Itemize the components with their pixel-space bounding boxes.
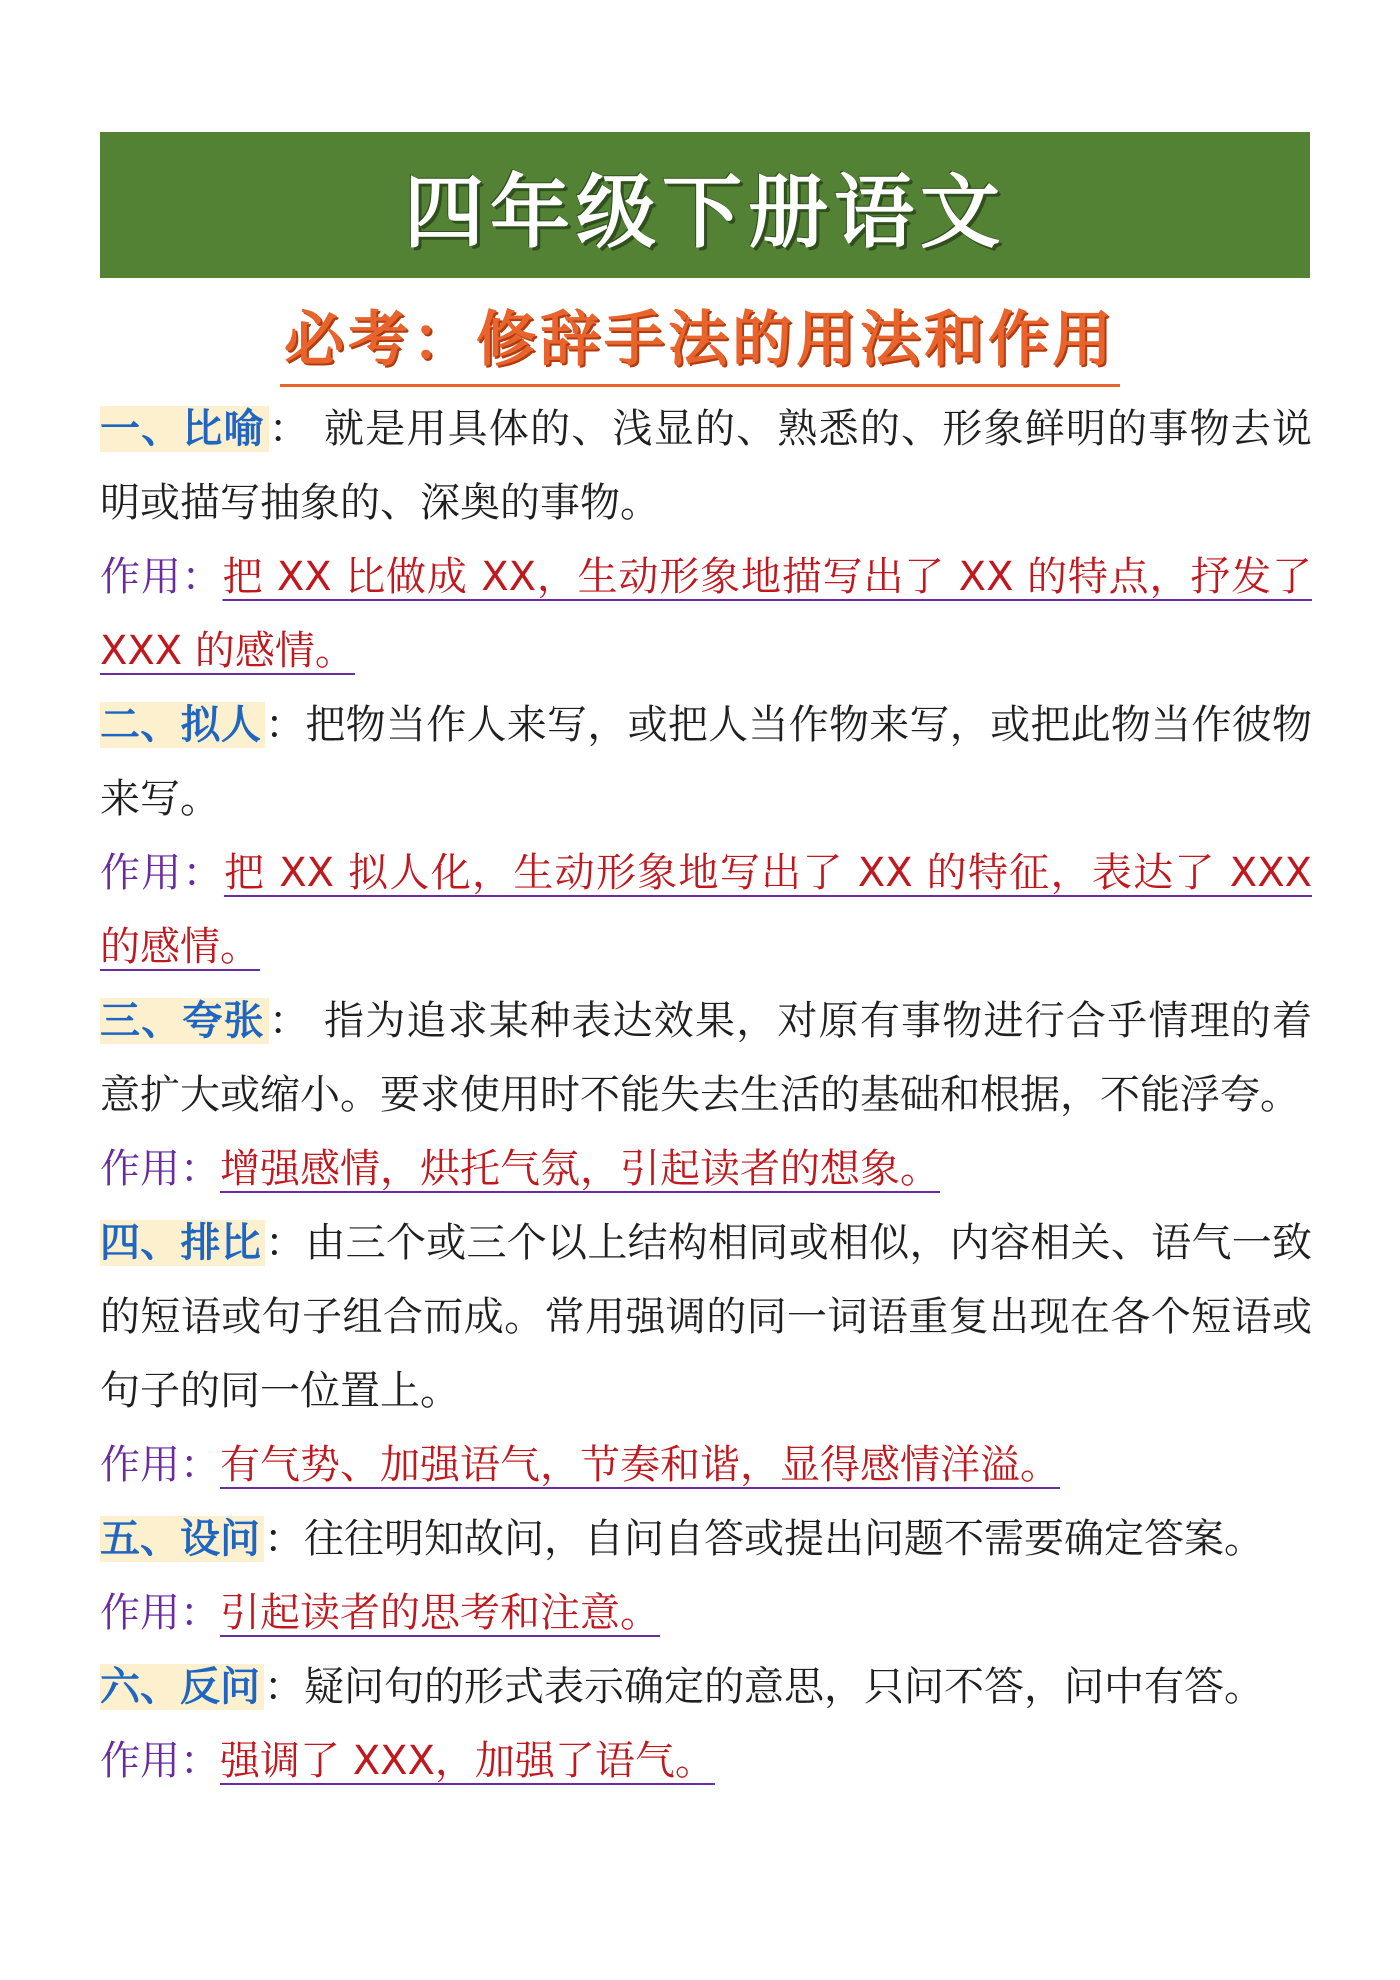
effect-label: 作用： — [100, 1146, 220, 1192]
section-heading: 三、夸张 — [100, 998, 269, 1044]
effect-label: 作用： — [100, 850, 224, 896]
effect-text: 引起读者的思考和注意。 — [220, 1590, 660, 1636]
heading-colon: ： — [268, 998, 311, 1044]
effect-label: 作用： — [100, 1590, 220, 1636]
section-effect — [100, 1724, 1312, 1798]
section-definition — [100, 1206, 1312, 1428]
section-effect — [100, 836, 1312, 984]
section-heading: 四、排比 — [100, 1220, 265, 1266]
page-subtitle: 必考：修辞手法的用法和作用 — [280, 292, 1120, 387]
definition-text: 指为追求某种表达效果，对原有事物进行合乎情理的着意扩大或缩小。要求使用时不能失去生活的基础和根据，不能浮夸。 — [100, 998, 1313, 1118]
heading-colon: ： — [265, 1220, 306, 1266]
section-definition — [100, 984, 1312, 1132]
effect-text: 把 XX 比做成 XX，生动形象地描写出了 XX 的特点，抒发了 XXX 的感情。 — [100, 554, 1312, 674]
definition-text: 往往明知故问，自问自答或提出问题不需要确定答案。 — [304, 1516, 1264, 1562]
heading-colon: ： — [264, 1516, 304, 1562]
definition-text: 由三个或三个以上结构相同或相似，内容相关、语气一致的短语或句子组合而成。常用强调的同一词语重复出现在各个短语或句子的同一位置上。 — [100, 1220, 1313, 1414]
section-effect — [100, 1428, 1312, 1502]
section-definition — [100, 392, 1312, 540]
definition-text: 把物当作人来写，或把人当作物来写，或把此物当作彼物来写。 — [100, 702, 1313, 822]
content-body — [100, 392, 1312, 1798]
effect-text: 有气势、加强语气，节奏和谐，显得感情洋溢。 — [220, 1442, 1060, 1488]
effect-label: 作用： — [100, 1442, 220, 1488]
section-effect — [100, 540, 1312, 688]
page-title: 四年级下册语文 — [404, 165, 1006, 259]
definition-text: 就是用具体的、浅显的、熟悉的、形象鲜明的事物去说明或描写抽象的、深奥的事物。 — [100, 406, 1313, 526]
effect-label: 作用： — [100, 554, 223, 600]
section-definition — [100, 688, 1312, 836]
section-heading: 一、比喻 — [100, 406, 269, 452]
section-heading: 二、拟人 — [100, 702, 265, 748]
effect-text: 增强感情，烘托气氛，引起读者的想象。 — [220, 1146, 940, 1192]
effect-text: 把 XX 拟人化，生动形象地写出了 XX 的特征，表达了 XXX 的感情。 — [100, 850, 1313, 970]
heading-colon: ： — [268, 406, 311, 452]
effect-label: 作用： — [100, 1738, 220, 1784]
section-effect — [100, 1132, 1312, 1206]
subtitle-container — [0, 292, 1400, 387]
section-heading: 六、反问 — [100, 1664, 264, 1710]
section-definition — [100, 1502, 1312, 1576]
section-effect — [100, 1576, 1312, 1650]
heading-colon: ： — [265, 702, 306, 748]
section-definition — [100, 1650, 1312, 1724]
section-heading: 五、设问 — [100, 1516, 264, 1562]
definition-text: 疑问句的形式表示确定的意思，只问不答，问中有答。 — [304, 1664, 1264, 1710]
heading-colon: ： — [264, 1664, 304, 1710]
effect-text: 强调了 XXX，加强了语气。 — [220, 1738, 715, 1784]
title-banner — [100, 132, 1310, 278]
